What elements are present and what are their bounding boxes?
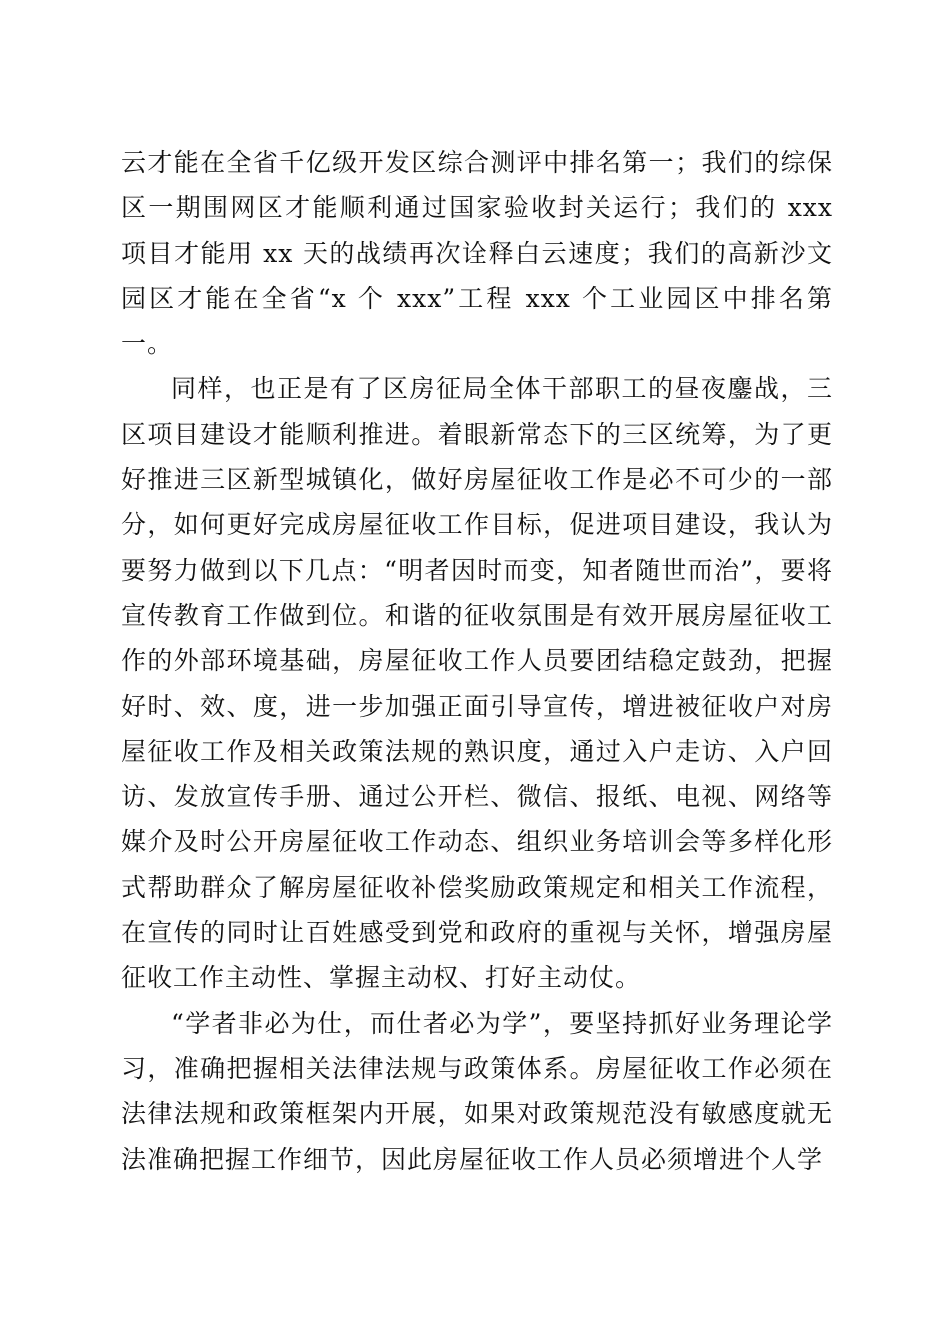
paragraph-publicity: 同样，也正是有了区房征局全体干部职工的昼夜鏖战，三区项目建设才能顺利推进。着眼新常态下的三区统筹，为了更好推进三区新型城镇化，做好房屋征收工作是必不可少的一部分，如何更好完成房屋征收工作目标，促进项目建设，我认为要努力做到以下几点：“明者因时而变，知者随世而治”，要将宣传教育工作做到位。和谐的征收氛围是有效开展房屋征收工作的外部环境基础，房屋征收工作人员要团结稳定鼓劲，把握好时、效、度，进一步加强正面引导宣传，增进被征收户对房屋征收工作及相关政策法规的熟识度，通过入户走访、入户回访、发放宣传手册、通过公开栏、微信、报纸、电视、网络等媒介及时公开房屋征收工作动态、组织业务培训会等多样化形式帮助群众了解房屋征收补偿奖励政策规定和相关工作流程，在宣传的同时让百姓感受到党和政府的重视与关怀，增强房屋征收工作主动性、掌握主动权、打好主动仗。 [121,374,833,993]
paragraph-continuation: 云才能在全省千亿级开发区综合测评中排名第一；我们的综保区一期围网区才能顺利通过国家验收封关运行；我们的 xxx 项目才能用 xx 天的战绩再次诠释白云速度；我们的高新沙文园区才能在全省“x 个 xxx”工程 xxx 个工业园区中排名第一。 [121,148,833,359]
body-text [121,140,833,1182]
paragraph-study: “学者非必为仕，而仕者必为学”，要坚持抓好业务理论学习，准确把握相关法律法规与政策体系。房屋征收工作必须在法律法规和政策框架内开展，如果对政策规范没有敏感度就无法准确把握工作细节，因此房屋征收工作人员必须增进个人学 [121,1008,833,1174]
